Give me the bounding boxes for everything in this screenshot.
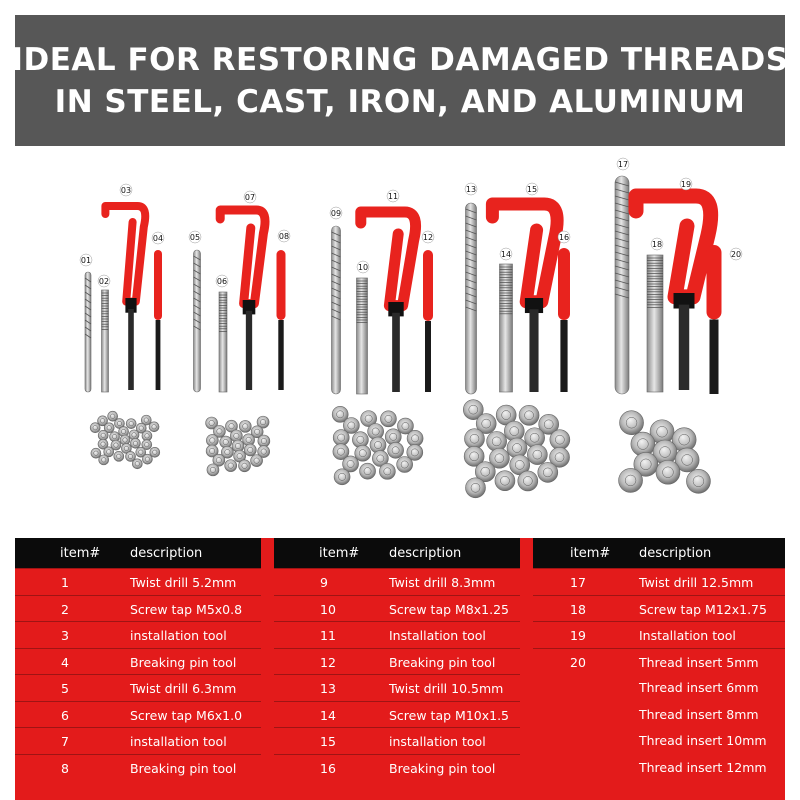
- tool-number-label: 07: [244, 193, 256, 202]
- table-row: [533, 648, 785, 675]
- table-row: [533, 754, 785, 781]
- item-description: Installation tool: [389, 628, 486, 643]
- item-column-header: item#: [60, 546, 101, 561]
- item-description: Breaking pin tool: [130, 654, 237, 670]
- thread-insert: [527, 445, 547, 465]
- item-number: 17: [570, 575, 586, 590]
- parts-table-column-3: [533, 538, 785, 800]
- tool-number-label: 20: [730, 250, 742, 259]
- item-number: 11: [320, 628, 336, 643]
- thread-insert: [360, 463, 376, 479]
- item-description: installation tool: [130, 734, 227, 749]
- item-number: 2: [61, 601, 69, 617]
- thread-insert: [465, 478, 485, 498]
- header-banner: [11, 15, 789, 146]
- parts-table-column-1: [15, 538, 261, 800]
- tool-number-label: 04: [152, 234, 164, 243]
- installation-tool: [361, 212, 416, 392]
- table-row: [533, 727, 785, 754]
- thread-insert: [225, 460, 237, 472]
- thread-insert: [518, 471, 538, 491]
- item-description: Twist drill 12.5mm: [639, 575, 754, 590]
- thread-insert: [656, 460, 680, 484]
- thread-insert: [142, 431, 152, 441]
- item-description: Installation tool: [639, 628, 736, 643]
- description-column-header: description: [130, 546, 203, 561]
- tool-number-label: 05: [189, 233, 201, 242]
- table-row: [533, 674, 785, 701]
- thread-insert-pile: [90, 411, 160, 469]
- table-row: [274, 568, 520, 595]
- thread-insert: [98, 430, 108, 440]
- tool-number-label: 19: [680, 180, 692, 189]
- table-row: [15, 621, 261, 648]
- table-row: [15, 754, 261, 781]
- thread-insert: [464, 429, 484, 449]
- thread-insert: [495, 471, 515, 491]
- item-description: Screw tap M12x1.75: [639, 601, 767, 617]
- item-description: Screw tap M10x1.5: [389, 707, 509, 723]
- tool-number-label: 17: [617, 160, 629, 169]
- table-row: [274, 701, 520, 728]
- thread-insert: [397, 457, 413, 473]
- twist-drill: [85, 272, 91, 392]
- item-number: 1: [61, 575, 69, 590]
- item-number: 18: [570, 601, 586, 617]
- item-description: Thread insert 6mm: [639, 680, 759, 695]
- screw-tap: [500, 264, 513, 392]
- thread-insert: [142, 454, 152, 464]
- item-number: 10: [320, 601, 336, 617]
- tool-number-label: 01: [80, 256, 92, 265]
- thread-insert: [251, 455, 263, 467]
- screw-tap: [102, 290, 109, 392]
- thread-insert: [619, 468, 643, 492]
- item-number: 9: [320, 575, 328, 590]
- thread-insert-pile: [206, 416, 270, 476]
- thread-insert: [114, 451, 124, 461]
- table-row: [274, 648, 520, 675]
- item-description: Twist drill 5.2mm: [130, 575, 237, 590]
- table-row: [15, 701, 261, 728]
- table-row: [15, 595, 261, 622]
- thread-insert: [239, 420, 251, 432]
- table-row: [533, 568, 785, 595]
- item-description: Screw tap M8x1.25: [389, 601, 509, 617]
- tool-number-label: 12: [422, 233, 434, 242]
- item-number: 3: [61, 628, 69, 643]
- item-description: installation tool: [130, 628, 227, 643]
- item-number: 20: [570, 654, 586, 670]
- tool-number-label: 16: [558, 233, 570, 242]
- headline-line-2: IN STEEL, CAST, IRON, AND ALUMINUM: [54, 83, 746, 120]
- table-header: [15, 538, 261, 568]
- thread-insert: [132, 459, 142, 469]
- table-header: [274, 538, 520, 568]
- table-header: [533, 538, 785, 568]
- thread-insert: [407, 430, 423, 446]
- tool-number-label: 08: [278, 232, 290, 241]
- item-number: 7: [61, 734, 69, 749]
- thread-insert: [334, 469, 350, 485]
- thread-insert: [355, 445, 371, 461]
- thread-insert: [550, 430, 570, 450]
- tool-number-label: 10: [357, 263, 369, 272]
- twist-drill: [466, 203, 477, 394]
- table-row: [274, 754, 520, 781]
- table-row: [533, 621, 785, 648]
- table-row: [15, 568, 261, 595]
- table-row: [533, 595, 785, 622]
- item-number: 12: [320, 654, 336, 670]
- tool-number-label: 02: [98, 277, 110, 286]
- breaking-pin-tool: [277, 250, 286, 390]
- breaking-pin-tool: [423, 250, 433, 392]
- thread-insert: [90, 423, 100, 433]
- thread-insert: [130, 438, 140, 448]
- item-number: 6: [61, 707, 69, 723]
- table-row: [15, 674, 261, 701]
- item-description: Twist drill 8.3mm: [389, 575, 496, 590]
- tool-number-label: 18: [651, 240, 663, 249]
- item-number: 15: [320, 734, 336, 749]
- thread-insert: [149, 422, 159, 432]
- parts-table: [15, 538, 785, 800]
- thread-insert: [258, 435, 270, 447]
- tool-number-label: 13: [465, 185, 477, 194]
- screw-tap: [357, 278, 368, 394]
- tool-number-label: 09: [330, 209, 342, 218]
- thread-insert: [244, 444, 256, 456]
- screw-tap: [219, 292, 227, 392]
- tool-number-label: 06: [216, 277, 228, 286]
- tool-number-label: 03: [120, 186, 132, 195]
- thread-insert: [239, 460, 251, 472]
- thread-insert: [207, 464, 219, 476]
- table-row: [274, 621, 520, 648]
- tools-illustration: [0, 146, 800, 536]
- thread-insert: [380, 411, 396, 427]
- tool-number-label: 11: [387, 192, 399, 201]
- tool-number-label: 14: [500, 250, 512, 259]
- thread-insert: [91, 448, 101, 458]
- item-number: 16: [320, 760, 336, 776]
- table-row: [274, 727, 520, 754]
- table-row: [533, 701, 785, 728]
- item-number: 8: [61, 760, 69, 776]
- item-description: Thread insert 5mm: [639, 654, 759, 670]
- breaking-pin-tool: [154, 250, 162, 390]
- thread-insert: [388, 442, 404, 458]
- description-column-header: description: [389, 546, 462, 561]
- item-description: Screw tap M5x0.8: [130, 601, 243, 617]
- thread-insert: [333, 430, 349, 446]
- item-description: Breaking pin tool: [130, 760, 237, 776]
- breaking-pin-tool: [558, 248, 570, 392]
- item-description: Thread insert 12mm: [639, 759, 767, 775]
- breaking-pin-tool: [707, 245, 722, 394]
- thread-insert: [99, 455, 109, 465]
- thread-insert: [206, 434, 218, 446]
- item-number: 5: [61, 681, 69, 696]
- item-description: Thread insert 10mm: [639, 733, 767, 748]
- item-number: 13: [320, 681, 336, 696]
- item-description: Breaking pin tool: [389, 760, 496, 776]
- item-description: installation tool: [389, 734, 486, 749]
- screw-tap: [647, 255, 663, 392]
- item-description: Screw tap M6x1.0: [130, 707, 243, 723]
- item-description: Twist drill 10.5mm: [389, 681, 504, 696]
- table-row: [274, 674, 520, 701]
- thread-insert: [126, 419, 136, 429]
- thread-insert: [519, 405, 539, 425]
- item-number: 14: [320, 707, 336, 723]
- table-row: [274, 595, 520, 622]
- installation-tool: [105, 206, 145, 390]
- thread-insert: [379, 463, 395, 479]
- twist-drill: [332, 226, 341, 394]
- twist-drill: [194, 250, 201, 392]
- item-column-header: item#: [570, 546, 611, 561]
- table-row: [15, 648, 261, 675]
- item-description: Twist drill 6.3mm: [130, 681, 237, 696]
- parts-table-column-2: [274, 538, 520, 800]
- headline-line-1: IDEAL FOR RESTORING DAMAGED THREADS: [11, 41, 789, 78]
- tool-number-label: 15: [526, 185, 538, 194]
- thread-insert: [686, 469, 710, 493]
- description-column-header: description: [639, 546, 712, 561]
- item-number: 19: [570, 628, 586, 643]
- thread-insert: [538, 462, 558, 482]
- item-number: 4: [61, 654, 69, 670]
- table-row: [15, 727, 261, 754]
- item-column-header: item#: [319, 546, 360, 561]
- item-description: Breaking pin tool: [389, 654, 496, 670]
- thread-insert-pile: [332, 406, 423, 484]
- twist-drill: [615, 176, 629, 394]
- thread-insert-pile: [463, 400, 570, 498]
- item-description: Thread insert 8mm: [639, 706, 759, 722]
- thread-insert-pile: [619, 411, 711, 494]
- thread-insert: [620, 411, 644, 435]
